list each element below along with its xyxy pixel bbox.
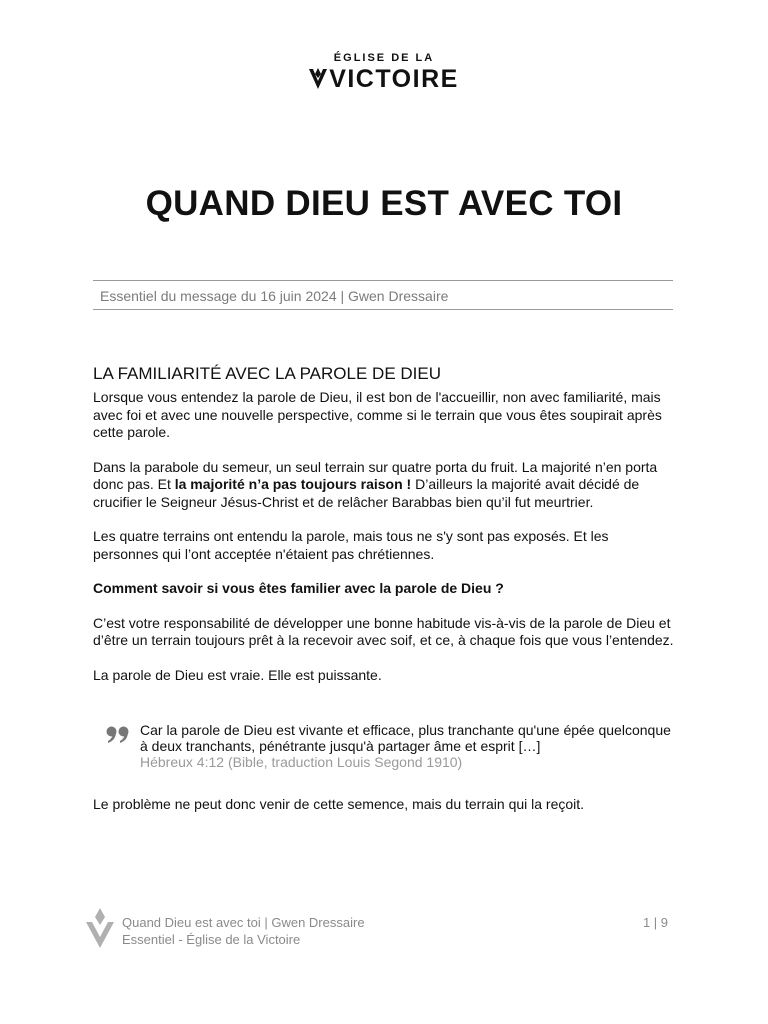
message-meta: Essentiel du message du 16 juin 2024 | Gwen Dressaire bbox=[100, 288, 449, 304]
paragraph-3: Les quatre terrains ont entendu la parole, mais tous ne s'y sont pas exposés. Et les personnes qui l’ont acceptée n'étaient pas chrétiennes. bbox=[93, 528, 609, 562]
quote-icon bbox=[106, 726, 130, 744]
footer-subtitle: Essentiel - Église de la Victoire bbox=[122, 932, 301, 947]
paragraph-6: Le problème ne peut donc venir de cette semence, mais du terrain qui la reçoit. bbox=[93, 796, 585, 812]
document-title: QUAND DIEU EST AVEC TOI bbox=[145, 184, 623, 223]
page-number: 1 | 9 bbox=[642, 915, 668, 930]
bible-quote bbox=[93, 722, 675, 770]
church-logo bbox=[0, 52, 768, 95]
quote-citation: Hébreux 4:12 (Bible, traduction Louis Segond 1910) bbox=[140, 754, 463, 770]
logo-main-text: VICTOIRE bbox=[329, 65, 459, 93]
footer-logo-icon bbox=[86, 906, 114, 948]
logo-wordmark bbox=[309, 65, 459, 93]
paragraph-2-end: D’ailleurs la majorité avait décidé de crucifier le Seigneur Jésus-Christ et de relâcher Barabbas bien qu’il fut meurtrier. bbox=[93, 476, 640, 510]
quote-text: Car la parole de Dieu est vivante et efficace, plus tranchante qu'une épée quelconque à deux tranchants, pénétrante jusqu'à partager âme et esprit […] bbox=[140, 722, 671, 754]
paragraph-5: La parole de Dieu est vraie. Elle est puissante. bbox=[93, 666, 382, 683]
paragraph-1: Lorsque vous entendez la parole de Dieu, il est bon de l'accueillir, non avec familiarité, mais avec foi et avec une nouvelle perspective, comme si le terrain que vous êtes soupirait après cette parole. bbox=[93, 389, 662, 440]
paragraph-2-emphasis: la majorité n’a pas toujours raison ! bbox=[174, 476, 412, 492]
section-heading: LA FAMILIARITÉ AVEC LA PAROLE DE DIEU bbox=[93, 364, 441, 383]
paragraph-2 bbox=[93, 459, 675, 512]
question-text: Comment savoir si vous êtes familier avec la parole de Dieu ? bbox=[93, 580, 504, 596]
document-body bbox=[93, 364, 675, 831]
logo-top-text: ÉGLISE DE LA bbox=[333, 52, 435, 64]
paragraph-2-start: Dans la parabole du semeur, un seul terrain sur quatre porta du fruit. La majorité n’en porta donc pas. Et bbox=[93, 458, 658, 492]
footer-title: Quand Dieu est avec toi | Gwen Dressaire bbox=[122, 915, 365, 930]
question-paragraph bbox=[93, 580, 675, 598]
message-meta-band bbox=[93, 280, 673, 310]
paragraph-4: C’est votre responsabilité de développer une bonne habitude vis-à-vis de la parole de Dieu et d’être un terrain toujours prêt à la recevoir avec soif, et ce, à chaque fois que vous l’entendez. bbox=[93, 614, 674, 648]
victoire-v-icon bbox=[309, 68, 327, 90]
page-footer bbox=[86, 906, 668, 950]
